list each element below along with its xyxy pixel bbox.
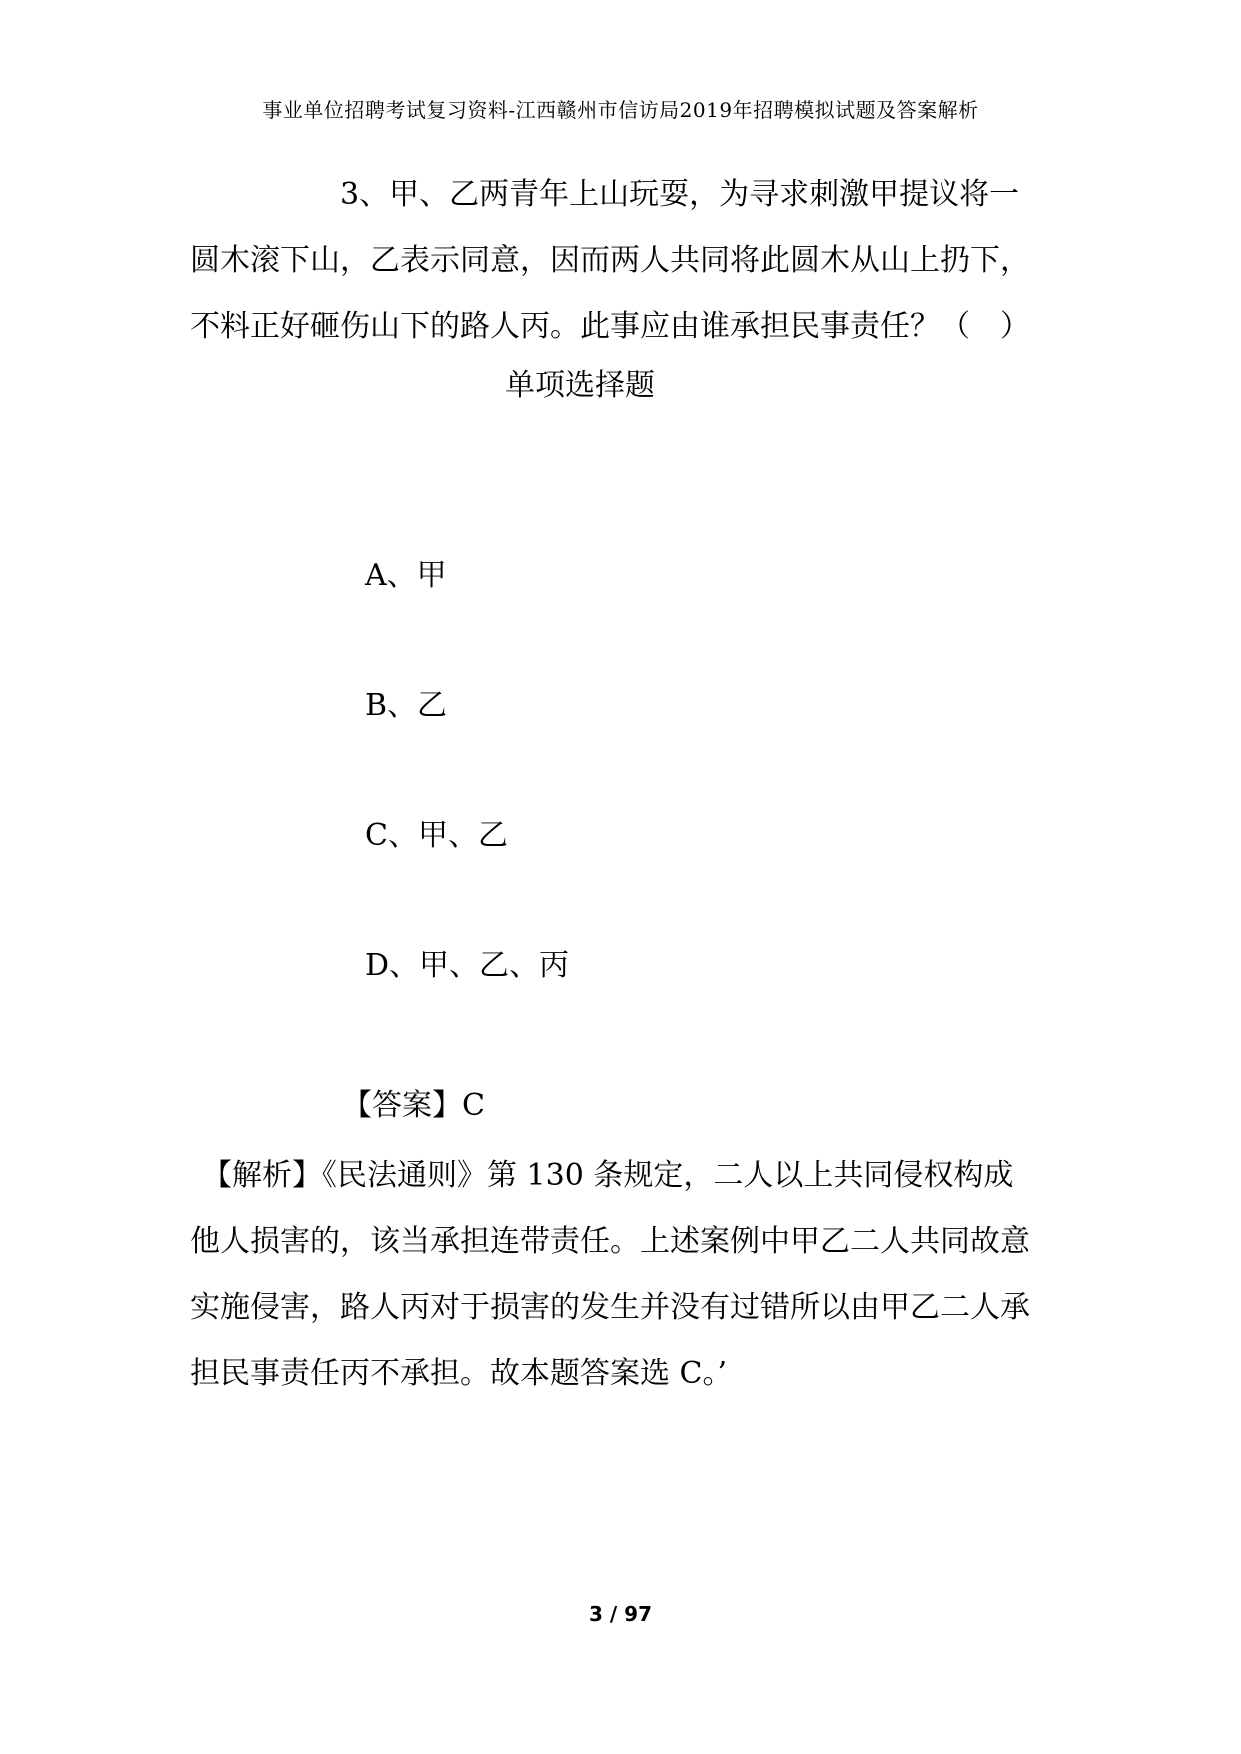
page-header-title: 事业单位招聘考试复习资料-江西赣州市信访局2019年招聘模拟试题及答案解析 (262, 98, 979, 122)
answer-line: 【答案】C (342, 1088, 485, 1123)
page-number: 3 / 97 (589, 1602, 652, 1626)
option-d: D、甲、乙、丙 (365, 948, 570, 983)
question-stem (190, 162, 1070, 360)
question-line: 不料正好砸伤山下的路人丙。此事应由谁承担民事责任？（ ） (190, 309, 1030, 344)
question-line: 3、甲、乙两青年上山玩耍，为寻求刺激甲提议将一 (340, 177, 1020, 212)
option-b: B、乙 (365, 688, 448, 723)
option-a: A、甲 (365, 558, 447, 593)
analysis-line: 实施侵害，路人丙对于损害的发生并没有过错所以由甲乙二人承 (190, 1290, 1030, 1325)
analysis-line: 他人损害的，该当承担连带责任。上述案例中甲乙二人共同故意 (190, 1224, 1030, 1259)
option-c: C、甲、乙 (365, 818, 508, 853)
analysis-line: 【解析】《民法通则》第 130 条规定，二人以上共同侵权构成 (202, 1158, 1014, 1193)
question-line: 圆木滚下山，乙表示同意，因而两人共同将此圆木从山上扔下， (190, 243, 1030, 278)
analysis-line: 担民事责任丙不承担。故本题答案选 C。’ (190, 1356, 728, 1391)
analysis-block (190, 1143, 1070, 1407)
question-type-label: 单项选择题 (505, 368, 655, 403)
